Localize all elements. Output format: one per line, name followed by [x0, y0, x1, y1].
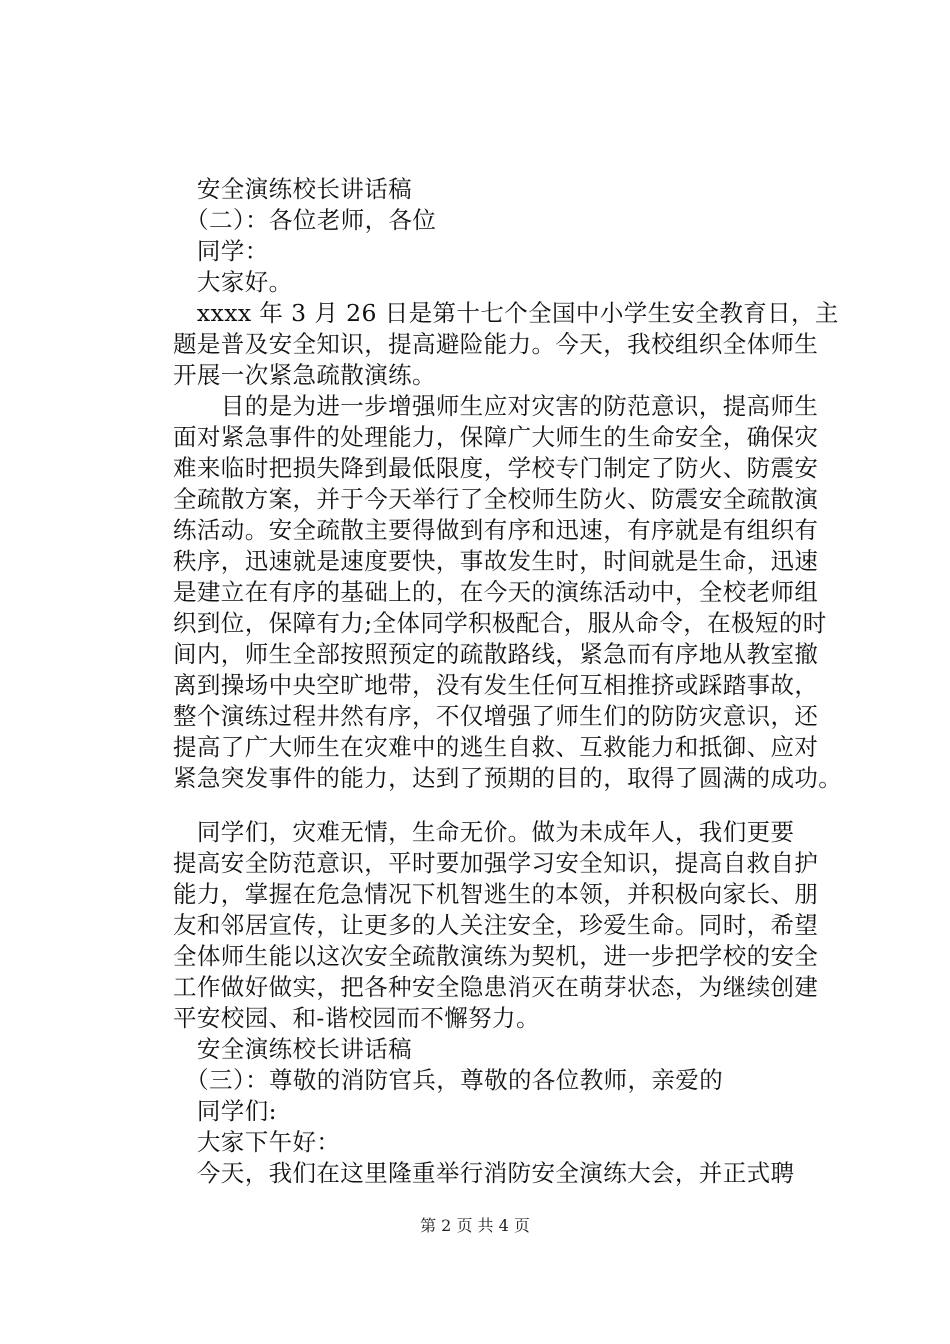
text-line: 同学：: [173, 237, 269, 265]
text-line: 难来临时把损失降到最低限度，学校专门制定了防火、防震安: [173, 454, 819, 482]
text-line: （三）：尊敬的消防官兵，尊敬的各位教师，亲爱的: [173, 1066, 724, 1094]
doc-title-line: 安全演练校长讲话稿: [173, 175, 412, 203]
text-line: 目的是为进一步增强师生应对灾害的防范意识，提高师生: [173, 392, 819, 420]
text-line: 提高安全防范意识，平时要加强学习安全知识，提高自救自护: [173, 849, 819, 877]
text-line: 提高了广大师生在灾难中的逃生自救、互救能力和抵御、应对: [173, 733, 819, 761]
text-line: 面对紧急事件的处理能力，保障广大师生的生命安全，确保灾: [173, 423, 819, 451]
text-line: 间内，师生全部按照预定的疏散路线，紧急而有序地从教室撤: [173, 640, 819, 668]
text-line: 离到操场中央空旷地带，没有发生任何互相推挤或踩踏事故，: [173, 671, 819, 699]
text-line: 同学们，灾难无情，生命无价。做为未成年人，我们更要: [173, 818, 795, 846]
text-line: 织到位，保障有力;全体同学积极配合，服从命令，在极短的时: [173, 609, 827, 637]
text-line: 能力，掌握在危急情况下机智逃生的本领，并积极向家长、朋: [173, 880, 819, 908]
text-line: 友和邻居宣传，让更多的人关注安全，珍爱生命。同时，希望: [173, 911, 819, 939]
page-number-footer: 第 2 页 共 4 页: [420, 1216, 530, 1235]
text-line: 同学们:: [173, 1097, 277, 1125]
text-line: 平安校园、和-谐校园而不懈努力。: [173, 1004, 540, 1032]
section-title-line: 安全演练校长讲话稿: [173, 1035, 412, 1063]
text-line: 工作做好做实，把各种安全隐患消灭在萌芽状态，为继续创建: [173, 973, 819, 1001]
text-line: 整个演练过程井然有序，不仅增强了师生们的防防灾意识，还: [173, 702, 819, 730]
text-line: 紧急突发事件的能力，达到了预期的目的，取得了圆满的成功。: [173, 764, 843, 792]
text-line: 今天，我们在这里隆重举行消防安全演练大会，并正式聘: [173, 1159, 795, 1187]
text-line: 全体师生能以这次安全疏散演练为契机，进一步把学校的安全: [173, 942, 819, 970]
text-line: 是建立在有序的基础上的，在今天的演练活动中，全校老师组: [173, 578, 819, 606]
text-line: 秩序，迅速就是速度要快，事故发生时，时间就是生命，迅速: [173, 547, 819, 575]
text-line: 大家下午好：: [173, 1128, 341, 1156]
text-line: 练活动。安全疏散主要得做到有序和迅速，有序就是有组织有: [173, 516, 819, 544]
text-line: 全疏散方案，并于今天举行了全校师生防火、防震安全疏散演: [173, 485, 819, 513]
text-line: 开展一次紧急疏散演练。: [173, 361, 436, 389]
text-line: （二）：各位老师，各位: [173, 206, 437, 234]
text-line: 大家好。: [173, 268, 293, 296]
text-line: 题是普及安全知识，提高避险能力。今天，我校组织全体师生: [173, 330, 819, 358]
text-line: xxxx 年 3 月 26 日是第十七个全国中小学生安全教育日，主: [173, 299, 839, 327]
